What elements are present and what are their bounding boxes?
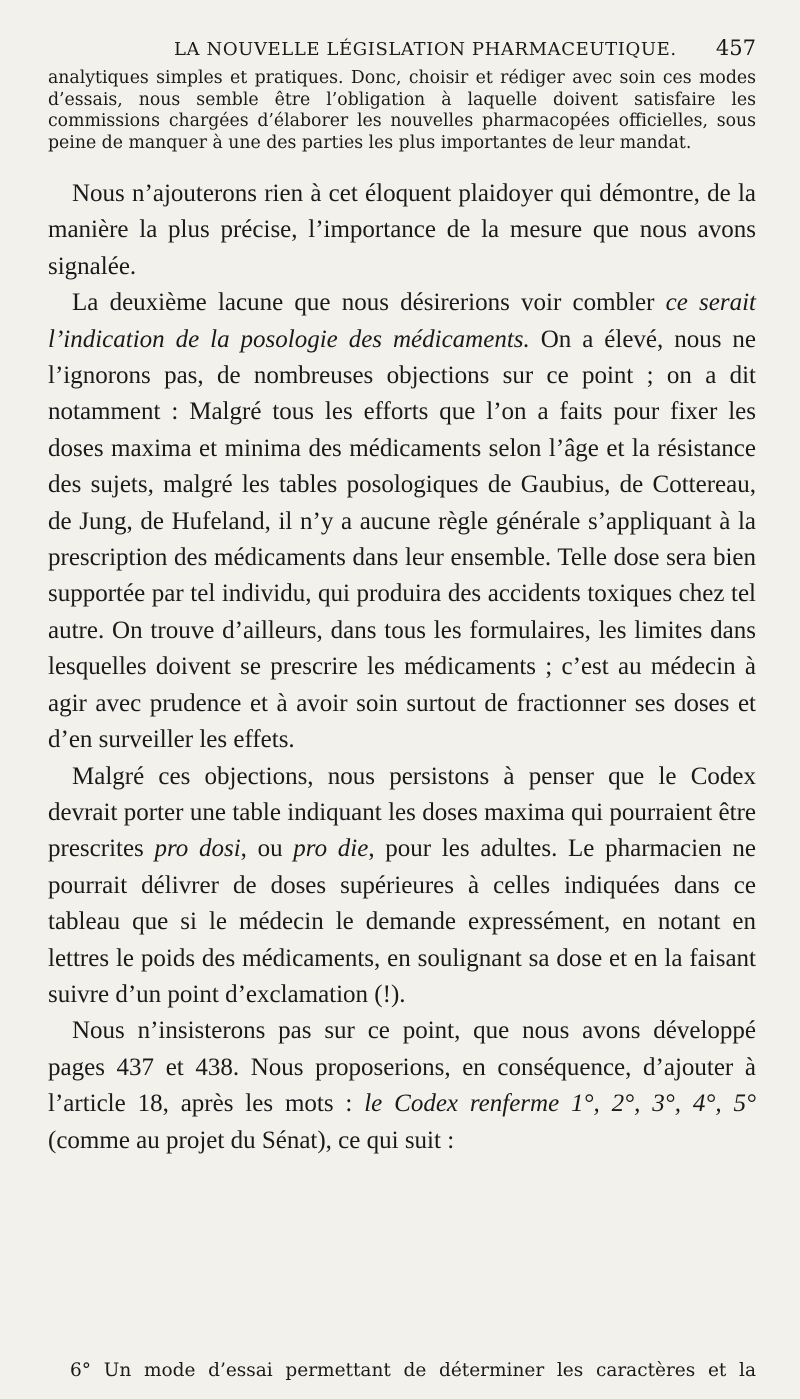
paragraph-4-italic: le Codex renferme 1°, 2°, 3°, 4°, 5° xyxy=(364,1090,756,1118)
paragraph-2-text-c: On a élevé, nous ne l’ignorons pas, de nombreuses objections sur ce point ; on a dit notamment : Malgré tous les efforts que l’on a faits pour fixer les doses maxima et minima des médicaments selon l’âge et la résistance des sujets, malgré les tables posologiques de Gaubius, de Cottereau, de Jung, de Hufeland, il n’y a aucune règle générale s’appliquant à la prescription des médicaments dans leur ensemble. Telle dose sera bien supportée par tel individu, qui produira des accidents toxiques chez tel autre. On trouve d’ailleurs, dans tous les formulaires, les limites dans lesquelles doivent se prescrire les médicaments ; c’est au médecin à agir avec prudence et à avoir soin surtout de fractionner ses doses et d’en surveiller les effets. xyxy=(48,325,756,754)
paragraph-3 xyxy=(48,759,756,1014)
paragraph-4-text-c: (comme au projet du Sénat), ce qui suit : xyxy=(48,1126,455,1154)
paragraph-3-italic-pro-die: pro die xyxy=(293,835,369,863)
paragraph-5-small: 6° Un mode d’essai permettant de déterminer les caractères et la xyxy=(70,1360,756,1381)
paragraph-4-text-a: Nous n’insisterons pas sur ce point, que nous avons développé pages 437 et 438. Nous proposerions, en conséquence, d’ajouter à l’article 18, après les mots : xyxy=(48,1017,756,1118)
paragraph-2-text-a: La deuxième lacune que nous désirerions voir combler xyxy=(72,289,666,317)
paragraph-3-italic-pro-dosi: pro dosi xyxy=(154,835,241,863)
paragraph-3-text-c: , ou xyxy=(240,835,294,863)
running-title: LA NOUVELLE LÉGISLATION PHARMACEUTIQUE. xyxy=(174,39,677,60)
paragraph-3-text-a: Malgré ces objections, nous persistons à penser que le Codex devrait porter une table indiquant les doses maxima qui pourraient être prescrites xyxy=(48,762,756,863)
paragraph-quote-end: analytiques simples et pratiques. Donc, choisir et rédiger avec soin ces modes d’essais, nous semble être l’obligation à laquelle doivent satisfaire les commissions chargées d’élaborer les nouvelles pharmacopées officielles, sous peine de manquer à une des parties les plus importantes de leur mandat. xyxy=(48,68,756,153)
running-header xyxy=(174,36,756,60)
paragraph-2-italic: ce serait l’indication de la posologie des médicaments. xyxy=(48,289,757,353)
paragraph-4 xyxy=(48,1013,756,1159)
paragraph-2 xyxy=(48,285,756,758)
paragraph-3-text-e: , pour les adultes. Le pharmacien ne pourrait délivrer de doses supérieures à celles indiquées dans ce tableau que si le médecin le demande expressément, en notant en lettres le poids des médicaments, en soulignant sa dose et en la faisant suivre d’un point d’exclamation (!). xyxy=(48,835,756,1008)
page-number: 457 xyxy=(715,36,756,60)
paragraph-1: Nous n’ajouterons rien à cet éloquent plaidoyer qui démontre, de la manière la plus précise, l’importance de la mesure que nous avons signalée. xyxy=(48,180,756,280)
